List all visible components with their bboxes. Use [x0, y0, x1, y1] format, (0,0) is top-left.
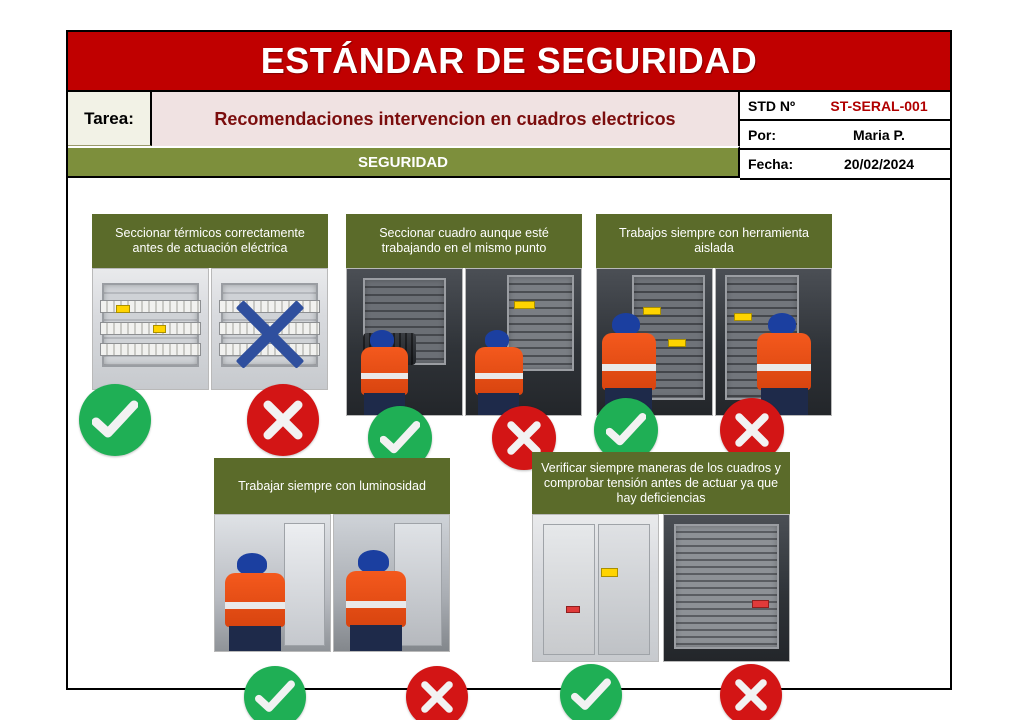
photo-incorrect	[333, 514, 450, 652]
card-photos	[92, 268, 328, 390]
meta-row	[740, 92, 950, 121]
header-info	[68, 92, 950, 180]
no-badge	[247, 384, 319, 456]
meta-key-fecha: Fecha:	[748, 156, 794, 172]
photo-incorrect	[465, 268, 582, 416]
section-band-seguridad: SEGURIDAD	[68, 146, 740, 178]
no-badge	[720, 664, 782, 720]
cross-icon	[506, 420, 542, 456]
card-luminosidad	[214, 458, 450, 652]
photo-incorrect	[211, 268, 328, 390]
card-photos	[346, 268, 582, 416]
cross-icon	[262, 399, 304, 441]
page-title: ESTÁNDAR DE SEGURIDAD	[260, 40, 758, 81]
check-icon	[380, 420, 420, 456]
card-caption: Trabajos siempre con herramienta aislada	[596, 214, 832, 268]
photo-correct	[92, 268, 209, 390]
card-herramienta-aislada	[596, 214, 832, 416]
no-badge	[406, 666, 468, 720]
document-title-bar	[68, 32, 950, 92]
meta-value-fecha: 20/02/2024	[843, 156, 915, 172]
check-icon	[606, 412, 646, 448]
cross-icon	[420, 680, 454, 714]
photo-correct	[596, 268, 713, 416]
task-value: Recomendaciones intervencion en cuadros electricos	[152, 92, 740, 146]
meta-key-std: STD Nº	[748, 97, 796, 114]
photo-incorrect	[663, 514, 790, 662]
ok-badge	[244, 666, 306, 720]
cross-icon	[734, 678, 768, 712]
card-caption: Seccionar térmicos correctamente antes de actuación eléctrica	[92, 214, 328, 268]
check-icon	[571, 678, 611, 712]
meta-value-std: ST-SERAL-001	[830, 97, 928, 114]
photo-correct	[532, 514, 659, 662]
check-icon	[255, 680, 295, 714]
meta-row	[740, 150, 950, 180]
meta-row	[740, 121, 950, 150]
card-photos	[532, 514, 790, 662]
standard-sheet	[66, 30, 952, 690]
photo-correct	[214, 514, 331, 652]
card-caption: Seccionar cuadro aunque esté trabajando en el mismo punto	[346, 214, 582, 268]
meta-value-por: Maria P.	[853, 126, 905, 143]
photo-correct	[346, 268, 463, 416]
task-label: Tarea:	[68, 92, 152, 146]
cross-icon	[734, 412, 770, 448]
card-seccionar-termicos	[92, 214, 328, 390]
card-photos	[214, 514, 450, 652]
ok-badge	[79, 384, 151, 456]
card-photos	[596, 268, 832, 416]
cards-area	[68, 180, 950, 688]
card-verificar-maneras	[532, 452, 790, 662]
meta-table	[740, 92, 950, 180]
blue-cross-marker	[227, 286, 313, 372]
card-caption: Trabajar siempre con luminosidad	[214, 458, 450, 514]
ok-badge	[560, 664, 622, 720]
card-seccionar-cuadro	[346, 214, 582, 416]
photo-incorrect	[715, 268, 832, 416]
meta-key-por: Por:	[748, 126, 776, 143]
card-caption: Verificar siempre maneras de los cuadros y comprobar tensión antes de actuar ya que hay deficiencias	[532, 452, 790, 514]
check-icon	[92, 400, 138, 440]
